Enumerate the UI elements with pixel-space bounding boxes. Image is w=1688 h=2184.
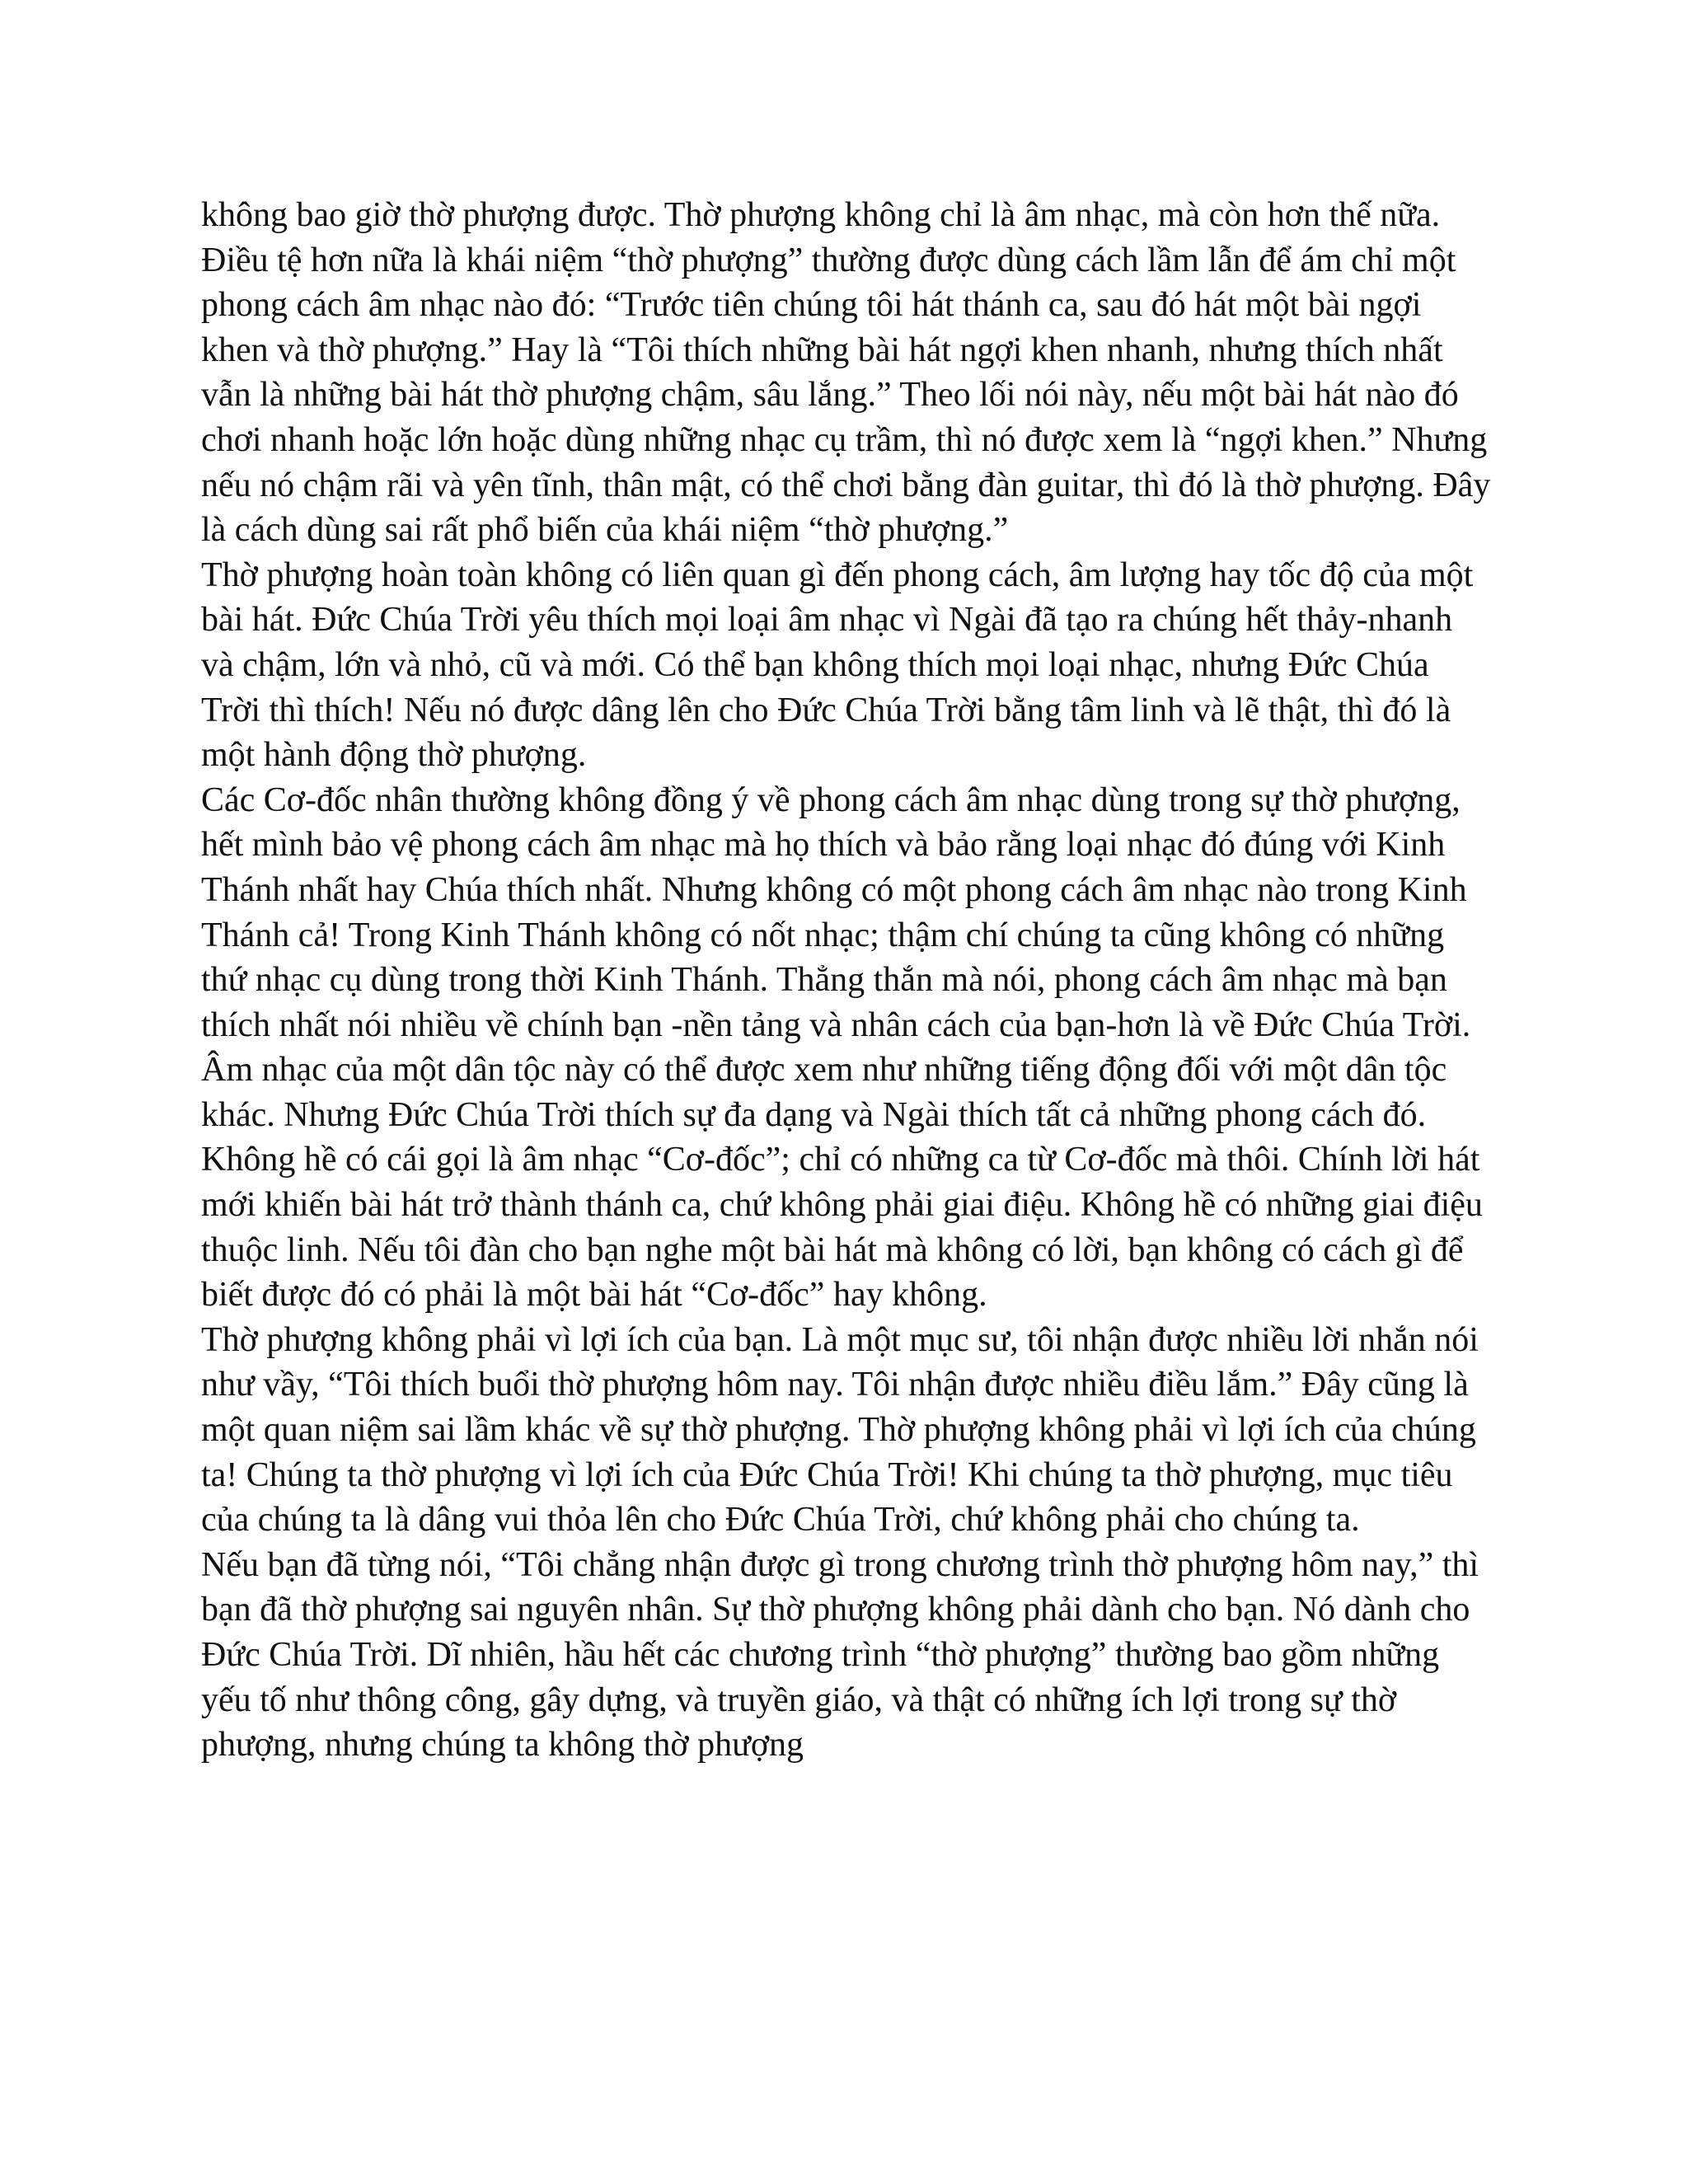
- body-text: [201, 193, 1493, 1768]
- paragraph: không bao giờ thờ phượng được. Thờ phượng không chỉ là âm nhạc, mà còn hơn thế nữa.: [201, 196, 1441, 234]
- paragraph: Thờ phượng hoàn toàn không có liên quan gì đến phong cách, âm lượng hay tốc độ của một bài hát. Đức Chúa Trời yêu thích mọi loại âm nhạc vì Ngài đã tạo ra chúng hết thảy-nhanh và chậm, lớn và nhỏ, cũ và mới. Có thể bạn không thích mọi loại nhạc, nhưng Đức Chúa Trời thì thích! Nếu nó được dâng lên cho Đức Chúa Trời bằng tâm linh và lẽ thật, thì đó là một hành động thờ phượng.: [201, 555, 1474, 775]
- paragraph: Nếu bạn đã từng nói, “Tôi chẳng nhận được gì trong chương trình thờ phượng hôm nay,” thì bạn đã thờ phượng sai nguyên nhân. Sự thờ phượng không phải dành cho bạn. Nó dành cho Đức Chúa Trời. Dĩ nhiên, hầu hết các chương trình “thờ phượng” thường bao gồm những yếu tố như thông công, gây dựng, và truyền giáo, và thật có những ích lợi trong sự thờ phượng, nhưng chúng ta không thờ phượng: [201, 1545, 1479, 1765]
- paragraph: Thờ phượng không phải vì lợi ích của bạn. Là một mục sư, tôi nhận được nhiều lời nhắn nói như vầy, “Tôi thích buổi thờ phượng hôm nay. Tôi nhận được nhiều điều lắm.” Đây cũng là một quan niệm sai lầm khác về sự thờ phượng. Thờ phượng không phải vì lợi ích của chúng ta! Chúng ta thờ phượng vì lợi ích của Đức Chúa Trời! Khi chúng ta thờ phượng, mục tiêu của chúng ta là dâng vui thỏa lên cho Đức Chúa Trời, chứ không phải cho chúng ta.: [201, 1320, 1479, 1540]
- paragraph: Không hề có cái gọi là âm nhạc “Cơ-đốc”; chỉ có những ca từ Cơ-đốc mà thôi. Chính lời hát mới khiến bài hát trở thành thánh ca, chứ không phải giai điệu. Không hề có những giai điệu thuộc linh. Nếu tôi đàn cho bạn nghe một bài hát mà không có lời, bạn không có cách gì để biết được đó có phải là một bài hát “Cơ-đốc” hay không.: [201, 1141, 1483, 1315]
- paragraph: Các Cơ-đốc nhân thường không đồng ý về phong cách âm nhạc dùng trong sự thờ phượng, hết mình bảo vệ phong cách âm nhạc mà họ thích và bảo rằng loại nhạc đó đúng với Kinh Thánh nhất hay Chúa thích nhất. Nhưng không có một phong cách âm nhạc nào trong Kinh Thánh cả! Trong Kinh Thánh không có nốt nhạc; thậm chí chúng ta cũng không có những thứ nhạc cụ dùng trong thời Kinh Thánh. Thẳng thắn mà nói, phong cách âm nhạc mà bạn thích nhất nói nhiều về chính bạn -nền tảng và nhân cách của bạn-hơn là về Đức Chúa Trời. Âm nhạc của một dân tộc này có thể được xem như những tiếng động đối với một dân tộc khác. Nhưng Đức Chúa Trời thích sự đa dạng và Ngài thích tất cả những phong cách đó.: [201, 780, 1471, 1134]
- paragraph: Điều tệ hơn nữa là khái niệm “thờ phượng” thường được dùng cách lầm lẫn để ám chỉ một phong cách âm nhạc nào đó: “Trước tiên chúng tôi hát thánh ca, sau đó hát một bài ngợi khen và thờ phượng.” Hay là “Tôi thích những bài hát ngợi khen nhanh, nhưng thích nhất vẫn là những bài hát thờ phượng chậm, sâu lắng.” Theo lối nói này, nếu một bài hát nào đó chơi nhanh hoặc lớn hoặc dùng những nhạc cụ trầm, thì nó được xem là “ngợi khen.” Nhưng nếu nó chậm rãi và yên tĩnh, thân mật, có thể chơi bằng đàn guitar, thì đó là thờ phượng. Đây là cách dùng sai rất phổ biến của khái niệm “thờ phượng.”: [201, 241, 1491, 550]
